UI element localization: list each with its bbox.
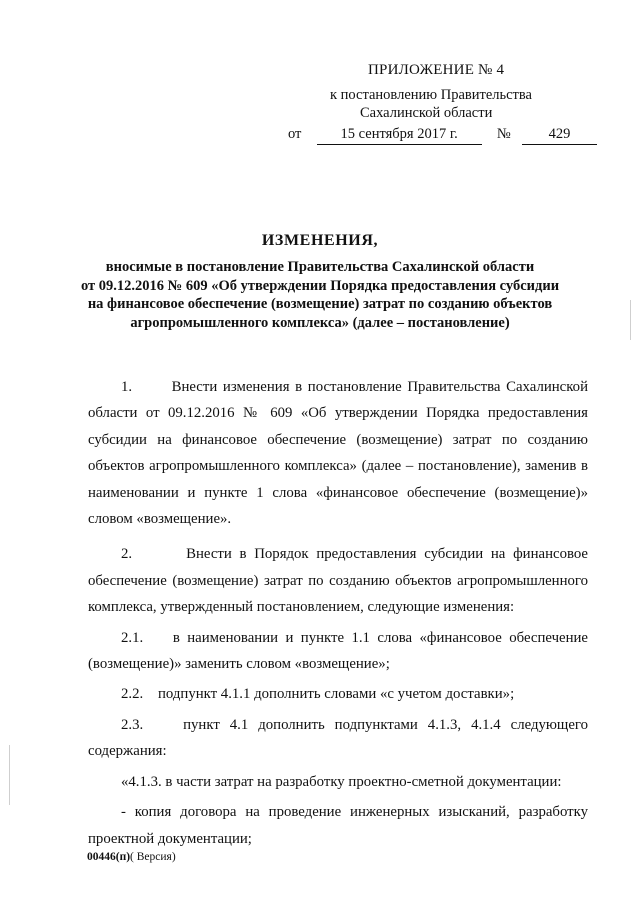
- paragraph-2: 2. Внести в Порядок предоставления субсидии на финансовое обеспечение (возмещение) затрат по созданию объектов агропромышленного комплекса, утвержденный постановлением, следующие изменения:: [88, 546, 592, 616]
- document-version-label: ( Версия): [130, 851, 176, 863]
- heading-subtitle-line: агропромышленного комплекса» (далее – постановление): [130, 314, 510, 331]
- heading-subtitle: [60, 258, 580, 332]
- attachment-title: ПРИЛОЖЕНИЕ № 4: [368, 62, 505, 78]
- heading-title: ИЗМЕНЕНИЯ,: [261, 232, 379, 249]
- resolution-date: 15 сентября 2017 г.: [317, 125, 482, 145]
- paragraph-2-1: 2.1. в наименовании и пункте 1.1 слова «финансовое обеспечение (возмещение)» заменить словом «возмещение»;: [88, 629, 592, 673]
- paragraph-2-2: 2.2. подпункт 4.1.1 дополнить словами «с учетом доставки»;: [121, 686, 515, 703]
- scan-edge-mark: [9, 745, 10, 805]
- document-footer: [87, 851, 176, 863]
- document-body: [88, 374, 592, 852]
- scan-edge-mark: [630, 300, 631, 340]
- number-label: №: [496, 126, 511, 142]
- document-code: 00446(п): [87, 851, 131, 863]
- heading-subtitle-line: вносимые в постановление Правительства Сахалинской области: [105, 259, 535, 275]
- paragraph-dash-item: - копия договора на проведение инженерных изысканий, разработку проектной документации;: [88, 804, 588, 847]
- paragraph-2-3: 2.3. пункт 4.1 дополнить подпунктами 4.1.3, 4.1.4 следующего содержания:: [88, 716, 592, 760]
- resolution-reference: к постановлению Правительства: [330, 87, 532, 103]
- resolution-date-number: [288, 124, 597, 145]
- resolution-number: 429: [522, 125, 597, 145]
- paragraph-1: 1. Внести изменения в постановление Правительства Сахалинской области от 09.12.2016 № 609 «Об утверждении Порядка предоставления субсидии на финансовое обеспечение (возмещение) затрат по созданию объектов агропромышленного комплекса» (далее – постановление), заменив в наименовании и пункте 1 слова «финансовое обеспечение (возмещение)» словом «возмещение».: [88, 379, 592, 528]
- region-name: Сахалинской области: [360, 105, 493, 121]
- heading-subtitle-line: от 09.12.2016 № 609 «Об утверждении Порядка предоставления субсидии: [80, 277, 560, 294]
- heading-subtitle-line: на финансовое обеспечение (возмещение) затрат по созданию объектов: [87, 296, 553, 312]
- document-heading: [60, 232, 580, 332]
- from-label: от: [288, 126, 302, 142]
- paragraph-4-1-3: «4.1.3. в части затрат на разработку проектно-сметной документации:: [121, 773, 562, 790]
